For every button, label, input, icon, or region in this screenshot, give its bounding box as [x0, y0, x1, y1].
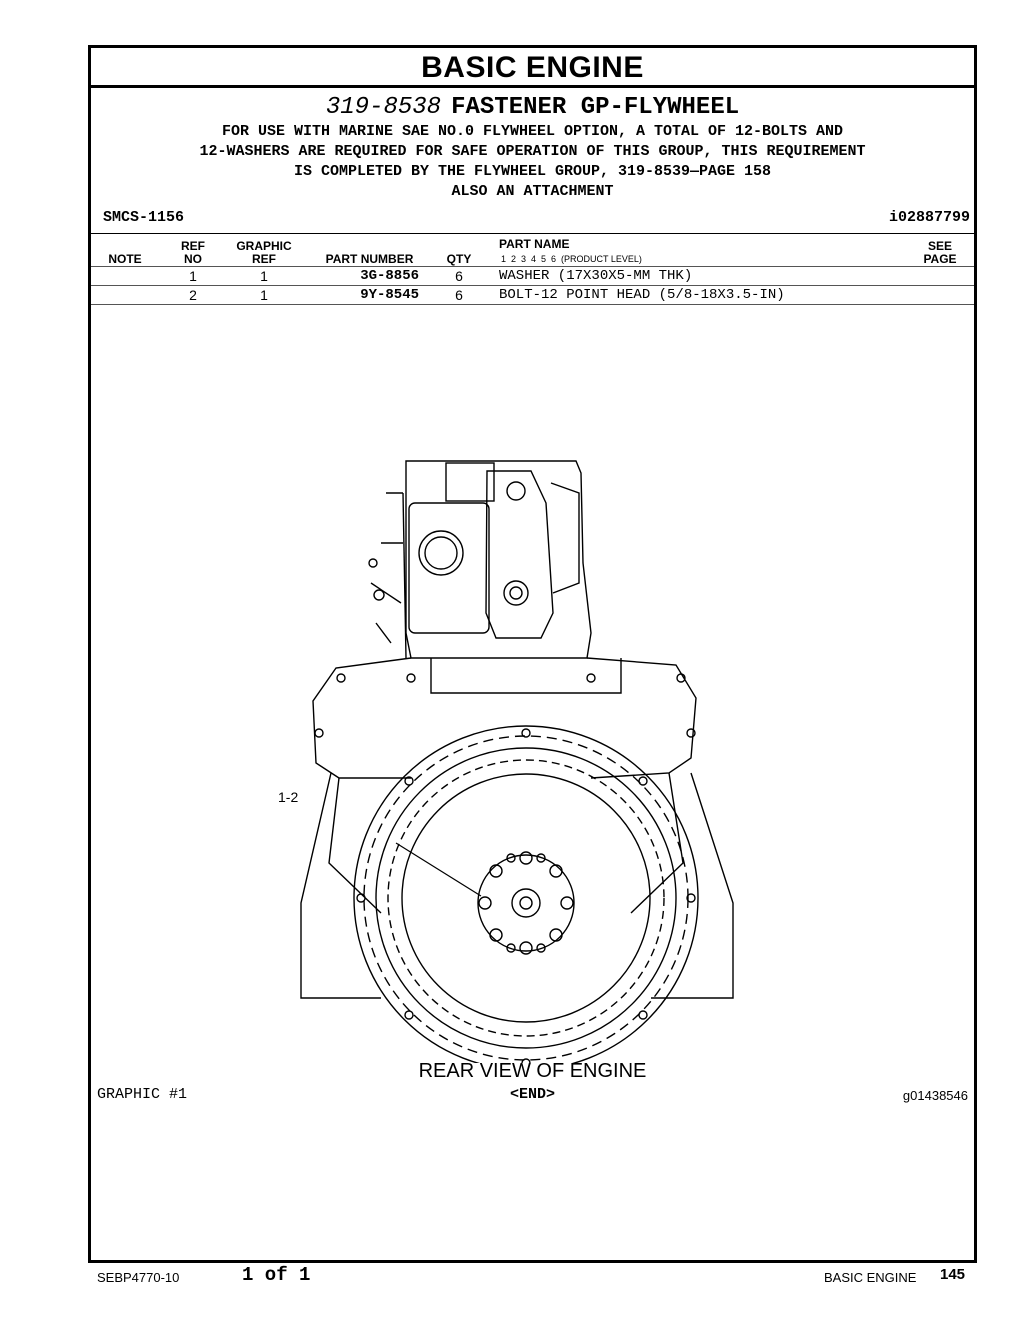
col-see-page-line2: PAGE [923, 252, 957, 266]
row-part-name: WASHER (17X30X5-MM THK) [499, 268, 693, 284]
row-qty: 6 [455, 268, 463, 284]
product-levels: 1 2 3 4 5 6 (PRODUCT LEVEL) [501, 254, 642, 264]
col-ref-no-line2: NO [184, 252, 202, 266]
col-graphic-ref-line2: REF [252, 252, 276, 266]
graphic-id: g01438546 [902, 1088, 968, 1103]
row-qty: 6 [455, 287, 463, 303]
table-top-rule [91, 233, 974, 234]
footer-page-number: 145 [940, 1266, 966, 1283]
row-ref-no: 2 [189, 287, 197, 303]
col-note: NOTE [108, 252, 142, 266]
description-line-3: IS COMPLETED BY THE FLYWHEEL GROUP, 319-8539—PAGE 158 [293, 163, 772, 180]
col-qty: QTY [446, 252, 472, 266]
row-graphic-ref: 1 [260, 268, 268, 284]
end-tag: <END> [509, 1086, 555, 1103]
section-title: BASIC ENGINE [91, 48, 974, 88]
smcs-code: SMCS-1156 [103, 209, 185, 226]
col-part-name: PART NAME [499, 237, 570, 251]
row-part-name: BOLT-12 POINT HEAD (5/8-18X3.5-IN) [499, 287, 785, 303]
group-title [91, 94, 974, 121]
col-see-page-line1: SEE [927, 239, 952, 253]
group-number[interactable]: 319-8538 [325, 94, 442, 121]
row-part-number[interactable]: 9Y-8545 [360, 287, 419, 303]
col-part-number: PART NUMBER [325, 252, 414, 266]
info-reference: i02887799 [888, 209, 970, 226]
description-line-2: 12-WASHERS ARE REQUIRED FOR SAFE OPERATION OF THIS GROUP, THIS REQUIREMENT [199, 143, 866, 160]
description-line-1: FOR USE WITH MARINE SAE NO.0 FLYWHEEL OPTION, A TOTAL OF 12-BOLTS AND [221, 123, 844, 140]
page-frame [88, 45, 977, 1263]
row-ref-no: 1 [189, 268, 197, 284]
col-ref-no-line1: REF [181, 239, 205, 253]
callout-label: 1-2 [278, 789, 299, 805]
header-bottom-rule [91, 266, 974, 267]
row-divider [91, 285, 974, 286]
engine-rear-view-graphic [291, 443, 761, 1063]
graphic-caption: REAR VIEW OF ENGINE [418, 1060, 647, 1082]
graphic-label: GRAPHIC #1 [97, 1086, 188, 1103]
group-name: FASTENER GP-FLYWHEEL [451, 94, 740, 121]
footer-page-of: 1 of 1 [242, 1264, 311, 1286]
row-graphic-ref: 1 [260, 287, 268, 303]
col-graphic-ref-line1: GRAPHIC [236, 239, 292, 253]
row-divider [91, 304, 974, 305]
row-part-number[interactable]: 3G-8856 [360, 268, 419, 284]
footer-doc-number: SEBP4770-10 [97, 1270, 180, 1285]
footer-section: BASIC ENGINE [824, 1270, 917, 1285]
description-line-4: ALSO AN ATTACHMENT [451, 183, 614, 200]
